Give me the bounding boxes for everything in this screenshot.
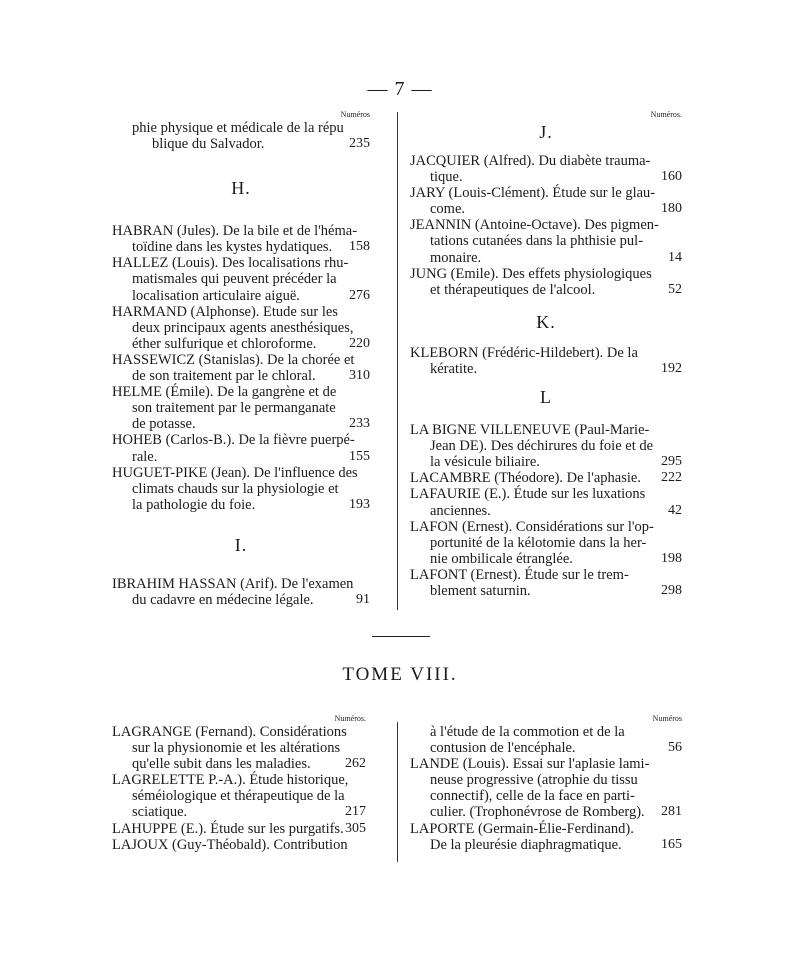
entry-text-line: JARY (Louis-Clément). Étude sur le glau- <box>410 185 656 202</box>
entry-number: 305 <box>345 820 366 836</box>
index-entry <box>112 432 370 464</box>
entry-number: 276 <box>349 287 370 303</box>
entry-text-line: HELME (Émile). De la gangrène et de <box>112 384 337 401</box>
index-entry <box>112 576 370 608</box>
entry-text-line: à l'étude de la commotion et de la <box>430 724 625 740</box>
bottom-right-column <box>410 714 682 853</box>
entry-text-line: Jean DE). Des déchirures du foie et de <box>430 438 654 455</box>
entry-number: 310 <box>349 368 370 384</box>
index-entry <box>112 724 366 772</box>
page-number: — 7 — <box>367 78 433 100</box>
index-entry <box>112 837 366 853</box>
column-divider <box>397 112 398 610</box>
entry-text-line: HOHEB (Carlos-B.). De la fièvre puerpé- <box>112 432 355 449</box>
index-entry <box>112 304 370 352</box>
entry-text-line: climats chauds sur la physiologie et <box>132 480 339 497</box>
entry-text-line: kératite. <box>430 360 478 377</box>
bottom-left-column <box>112 714 366 853</box>
entry-text-line: IBRAHIM HASSAN (Arif). De l'examen <box>112 575 354 592</box>
entry-text-line: LAFAURIE (E.). Étude sur les luxations <box>410 486 646 503</box>
entry-list-i <box>112 576 370 608</box>
column-divider-bottom <box>397 722 398 862</box>
entry-number: 160 <box>661 169 682 185</box>
entry-text-line: HABRAN (Jules). De la bile et de l'héma- <box>112 223 358 240</box>
index-entry <box>112 352 370 384</box>
entry-text-line: anciennes. <box>430 502 491 519</box>
entry-number: 220 <box>349 335 370 351</box>
entry-text-line: de son traitement par le chloral. <box>132 368 316 385</box>
entry-number: 52 <box>668 281 682 297</box>
entry-number: 217 <box>345 804 366 820</box>
entry-text-line: HARMAND (Alphonse). Etude sur les <box>112 303 338 320</box>
entry-text-line: rale. <box>132 448 158 465</box>
entry-text-line: son traitement par le permanganate <box>132 400 336 417</box>
entry-text-line: LANDE (Louis). Essai sur l'aplasie lami- <box>410 756 650 773</box>
entry-number: 262 <box>345 756 366 772</box>
entry-number: 180 <box>661 201 682 217</box>
entry-text-line: tique. <box>430 169 463 186</box>
entry-text-line: la vésicule biliaire. <box>430 454 540 471</box>
section-separator <box>372 636 430 637</box>
entry-text-line: éther sulfurique et chloroforme. <box>132 335 317 352</box>
letter-heading-l: L <box>540 387 552 408</box>
entry-list-bottom-right <box>410 724 682 853</box>
index-entry <box>410 185 682 217</box>
entry-number: 42 <box>668 502 682 518</box>
entry-text-line: qu'elle subit dans les maladies. <box>132 756 311 773</box>
entry-text-line: du cadavre en médecine légale. <box>132 591 314 608</box>
index-entry <box>410 724 682 756</box>
letter-heading-h: H. <box>231 178 251 199</box>
entry-text-line: JUNG (Emile). Des effets physiologiques <box>410 265 652 282</box>
entry-text-line: JACQUIER (Alfred). Du diabète trauma- <box>410 153 651 169</box>
entry-number: 198 <box>661 550 682 566</box>
index-entry <box>410 486 682 518</box>
entry-text-line: phie physique et médicale de la répu <box>132 120 344 136</box>
numeros-header: Numéros <box>340 110 370 119</box>
letter-heading-k: K. <box>536 311 556 332</box>
entry-text-line: sciatique. <box>132 804 188 821</box>
index-entry <box>112 772 366 820</box>
index-entry <box>410 345 682 377</box>
entry-number: 56 <box>668 740 682 756</box>
entry-text-line: blique du Salvador. <box>152 136 265 153</box>
index-entry <box>410 217 682 265</box>
entry-number: 222 <box>661 470 682 486</box>
entry-number: 193 <box>349 496 370 512</box>
index-entry <box>410 519 682 567</box>
index-entry <box>112 384 370 432</box>
entry-text-line: monaire. <box>430 249 482 266</box>
entry-text-line: et thérapeutiques de l'alcool. <box>430 281 596 298</box>
index-entry <box>112 255 370 303</box>
entry-text-line: LAJOUX (Guy-Théobald). Contribution <box>112 836 348 853</box>
entry-text-line: HALLEZ (Louis). Des localisations rhu- <box>112 255 349 272</box>
entry-list <box>112 120 370 152</box>
entry-text-line: JEANNIN (Antoine-Octave). Des pigmen- <box>410 217 659 234</box>
entry-text-line: blement saturnin. <box>430 582 531 599</box>
entry-number: 91 <box>356 591 370 607</box>
entry-number: 281 <box>661 804 682 820</box>
entry-number: 14 <box>668 249 682 265</box>
index-entry <box>410 266 682 298</box>
entry-text-line: culier. (Trophonévrose de Romberg). <box>430 804 645 821</box>
index-entry <box>410 567 682 599</box>
entry-text-line: toïdine dans les kystes hydatiques. <box>132 239 333 256</box>
entry-number: 235 <box>349 136 370 152</box>
entry-text-line: neuse progressive (atrophie du tissu <box>430 772 638 789</box>
entry-text-line: la pathologie du foie. <box>132 496 256 513</box>
entry-text-line: LAHUPPE (E.). Étude sur les purgatifs. <box>112 820 344 837</box>
entry-number: 298 <box>661 582 682 598</box>
entry-text-line: séméiologique et thérapeutique de la <box>132 788 345 805</box>
entry-text-line: LAFON (Ernest). Considérations sur l'op- <box>410 518 654 535</box>
entry-text-line: deux principaux agents anesthésiques, <box>132 319 354 336</box>
entry-number: 155 <box>349 448 370 464</box>
entry-number: 165 <box>661 836 682 852</box>
tome-heading: TOME VIII. <box>342 664 458 685</box>
index-entry <box>410 756 682 820</box>
numeros-header: Numéros. <box>334 714 366 723</box>
entry-number: 295 <box>661 454 682 470</box>
index-entry <box>112 223 370 255</box>
entry-text-line: LACAMBRE (Théodore). De l'aphasie. <box>410 470 641 487</box>
top-right-column <box>410 110 682 599</box>
entry-text-line: de potasse. <box>132 416 196 433</box>
entry-text-line: sur la physionomie et les altérations <box>132 740 341 757</box>
entry-text-line: KLEBORN (Frédéric-Hildebert). De la <box>410 344 638 361</box>
entry-text-line: come. <box>430 201 466 218</box>
entry-text-line: De la pleurésie diaphragmatique. <box>430 836 622 853</box>
entry-list-bottom-left <box>112 724 366 853</box>
entry-text-line: connectif), celle de la face en parti- <box>430 788 635 805</box>
entry-number: 233 <box>349 416 370 432</box>
entry-text-line: nie ombilicale étranglée. <box>430 550 573 567</box>
numeros-header: Numéros. <box>650 110 682 119</box>
index-entry <box>112 821 366 837</box>
index-entry <box>410 153 682 185</box>
entry-text-line: HUGUET-PIKE (Jean). De l'influence des <box>112 464 358 481</box>
numeros-header: Numéros <box>652 714 682 723</box>
index-entry <box>112 465 370 513</box>
index-entry <box>410 470 682 486</box>
entry-list-l <box>410 422 682 599</box>
entry-text-line: LAGRANGE (Fernand). Considérations <box>112 724 347 740</box>
entry-text-line: matismales qui peuvent précéder la <box>132 271 337 288</box>
entry-list-j <box>410 153 682 298</box>
entry-text-line: portunité de la kélotomie dans la her- <box>430 534 647 551</box>
entry-text-line: localisation articulaire aiguë. <box>132 287 300 304</box>
entry-number: 192 <box>661 360 682 376</box>
index-entry <box>132 120 370 152</box>
letter-heading-j: J. <box>539 122 553 142</box>
entry-list-h <box>112 223 370 513</box>
entry-text-line: HASSEWICZ (Stanislas). De la chorée et <box>112 351 355 368</box>
index-entry <box>410 821 682 853</box>
entry-text-line: LAGRELETTE P.-A.). Étude historique, <box>112 772 349 789</box>
entry-text-line: contusion de l'encéphale. <box>430 740 576 757</box>
entry-text-line: LAPORTE (Germain-Élie-Ferdinand). <box>410 820 634 837</box>
index-entry <box>410 422 682 470</box>
letter-heading-i: I. <box>234 534 248 555</box>
top-left-column <box>112 110 370 608</box>
entry-number: 158 <box>349 239 370 255</box>
entry-text-line: LAFONT (Ernest). Étude sur le trem- <box>410 566 629 583</box>
entry-text-line: tations cutanées dans la phthisie pul- <box>430 233 644 250</box>
entry-list-k <box>410 345 682 377</box>
entry-text-line: LA BIGNE VILLENEUVE (Paul-Marie- <box>410 422 650 439</box>
